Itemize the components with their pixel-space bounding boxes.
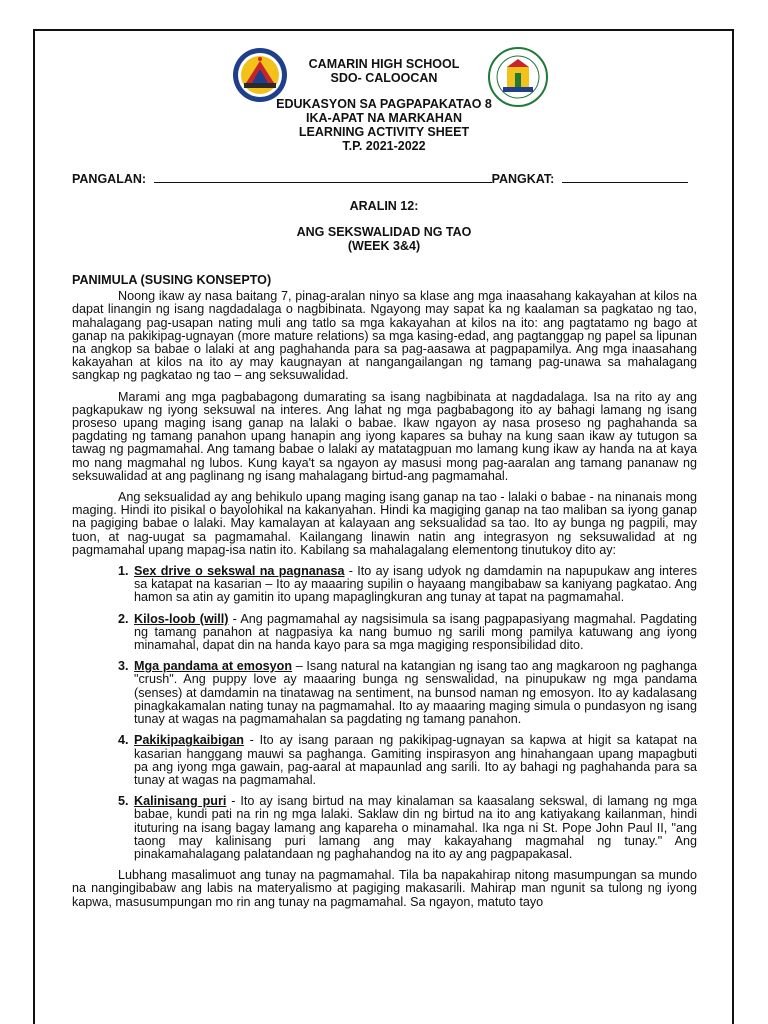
paragraph: Noong ikaw ay nasa baitang 7, pinag-aralan ninyo sa klase ang mga inaasahang kakayahan at kilos na dapat linangin ng isang nagdadalaga o nagbibinata. Ngayong may sapat ka ng kaalaman sa pagkatao ng tao, mahalagang pag-usapan nating muli ang tatlo sa mga kakayahan at kilos na ito: ang pagtatamo ng bago at ganap na pakikipag-ugnayan (more mature relations) sa mga kasing-edad, ang pagtanggap ng papel sa lipunan na angkop sa babae o lalaki at ang paghahanda para sa pag-aasawa at pagpapamilya. Ang mga inaasahang kakayahan at kilos na ito ay may kaugnayan at nangangailangan ng tamang pag-unawa sa mahalagang sangkap ng pagkatao ng tao – ang seksuwalidad. <box>72 289 697 383</box>
list-item-text: – Isang natural na katangian ng isang tao ang magkaroon ng paghanga "crush". Ang puppy love ay maaaring bunga ng senswalidad, na pinupukaw ng mga pandama (senses) at damdamin na tinatawag na sentiment, na bunsod naman ng emosyon. Ito ay kadalasang pinagkakamalan nating tunay na pagmamahal. Ito ay maaaring maging simula o pundasyon ng isang tunay at wagas na pagmamahalan sa pagdating ng tamang panahon. <box>134 659 697 727</box>
name-label: PANGALAN: <box>72 172 147 186</box>
sheet-title-block <box>0 97 768 153</box>
section-heading: PANIMULA (SUSING KONSEPTO) <box>72 273 272 287</box>
list-item <box>132 565 697 605</box>
lesson-number: ARALIN 12: <box>349 199 419 213</box>
list-item-term: Mga pandama at emosyon <box>134 659 293 674</box>
school-year: T.P. 2021-2022 <box>342 139 426 153</box>
list-item-text: - Ito ay isang udyok ng damdamin na napupukaw ang interes sa katapat na kasarian – Ito ay maaaring supilin o hayaang mangibabaw sa kaniyang pagkatao. Ang hamon sa atin ay gamitin ito upang mapaglingkuran ang tunay at tapat na pagmamahal. <box>134 564 697 605</box>
list-item <box>132 660 697 726</box>
list-item <box>132 613 697 653</box>
list-item <box>132 734 697 787</box>
list-item-text: - Ang pagmamahal ay nagsisimula sa isang pagpapasiyang magmahal. Pagdating ng tamang panahon at nagpasiya ka nang bumuo ng sarili mong pamilya katuwang ang iyong minamahal, dapat din na handa kayo para sa mga magiging responsibilidad dito. <box>134 611 697 653</box>
elements-list <box>72 565 697 861</box>
list-item-term: Sex drive o sekswal na pagnanasa <box>134 564 345 579</box>
sheet-type: LEARNING ACTIVITY SHEET <box>298 125 470 139</box>
section-label: PANGKAT: <box>491 172 555 186</box>
division-name: SDO- CALOOCAN <box>330 71 438 85</box>
name-section-row <box>72 172 688 186</box>
list-item-term: Kilos-loob (will) <box>134 611 229 626</box>
school-header <box>0 57 768 85</box>
school-name: CAMARIN HIGH SCHOOL <box>308 57 460 71</box>
lesson-title-block <box>0 225 768 253</box>
list-item-term: Pakikipagkaibigan <box>134 733 244 748</box>
name-blank[interactable] <box>154 172 492 183</box>
list-item-text: - Ito ay isang paraan ng pakikipag-ugnayan sa kapwa at higit sa katapat na kasarian hanggang mauwi sa paghanga. Gamiting inspirasyon ang hinahangaan upang mapagbuti pa ang iyong mga gawain, pag-aaral at mapaunlad ang sarili. Ito ay bahagi ng paghahanda para sa tunay at wagas na pagmamahal. <box>134 733 697 787</box>
paragraph: Ang seksualidad ay ang behikulo upang maging isang ganap na tao - lalaki o babae - na ninanais mong maging. Hindi ito pisikal o bayolohikal na kakanyahan. Hindi ka magiging ganap na tao maliban sa iyong ganap na pagiging babae o lalaki. May kamalayan at kalayaan ang seksualidad sa tao. Ito ay bunga ng pagpili, may tuon, at nag-uugat sa pagmamahal. Kailangang linawin natin ang integrasyon ng seksuwalidad at ng pagmamahal upang mapag-isa natin ito. Kabilang sa mahalagalang elementong tinutukoy dito ay: <box>72 490 697 557</box>
list-item-term: Kalinisang puri <box>134 794 227 809</box>
subject-title: EDUKASYON SA PAGPAPAKATAO 8 <box>276 97 492 111</box>
paragraph: Marami ang mga pagbabagong dumarating sa isang nagbibinata at nagdadalaga. Isa na rito ay ang pagkapukaw ng iyong seksuwal na interes. Ang lahat ng mga pagbabagong ito ay bahagi lamang ng isang proseso upang maging isang ganap na lalaki o babae. Ikaw ngayon ay nasa proseso ng paghahanda sa pagdating ng tamang panahon upang hanapin ang iyong kapares sa buhay na kung saan ikaw ay tutugon sa tawag ng pagmamahal. Ang tamang babae o lalaki ay matatagpuan mo lamang kung ikaw ay handa na at kaya mo nang magmahal ng lubos. Kung kaya't sa ngayon ay masusi mong pag-aaralan ang tamang pananaw ng seksuwalidad at ang paglinang ng isang mahalagang birtud-ang pagmamahal. <box>72 389 697 483</box>
paragraph: Lubhang masalimuot ang tunay na pagmamahal. Tila ba napakahirap nitong masumpungan sa mundo na nangingibabaw ang labis na materyalismo at pagiging makasarili. Mahirap man ngunit sa tulong ng iyong kapwa, masusumpungan mo rin ang tunay na pagmamahal. Sa ngayon, matuto tayo <box>72 868 697 909</box>
lesson-content <box>72 274 697 909</box>
list-item <box>132 795 697 861</box>
list-item-text: - Ito ay isang birtud na may kinalaman sa kaasalang sekswal, di lamang ng mga babae, kundi pati na rin ng mga lalaki. Saklaw din ng birtud na ito ang katiyakang kailanman, hindi ituturing na isang bagay lamang ang kapareha o minamahal. Ika nga ni St. Pope John Paul II, "ang taong may kalinisang puri lamang ang may kakayahang magmahal ng tunay." Ang pinakamahalagang palatandaan ng paghahandog na ito ay ang pagpapakasal. <box>134 794 698 861</box>
section-blank[interactable] <box>562 172 688 183</box>
lesson-title: ANG SEKSWALIDAD NG TAO <box>296 225 472 239</box>
quarter-title: IKA-APAT NA MARKAHAN <box>306 111 462 125</box>
lesson-week: (WEEK 3&4) <box>347 239 421 253</box>
